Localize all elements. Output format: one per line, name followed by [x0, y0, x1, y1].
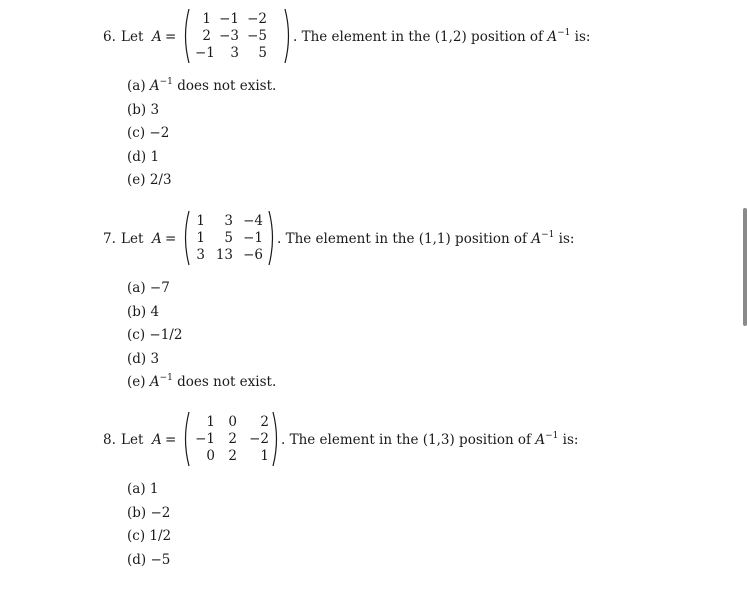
matrix-grid	[189, 11, 267, 62]
matrix-cell: −2	[247, 11, 267, 27]
option-b: (b) −2	[127, 505, 171, 521]
matrix-variable: A	[152, 231, 162, 247]
equals-sign: =	[165, 29, 177, 45]
matrix-cell: 3	[224, 213, 233, 229]
matrix-cell: −1	[195, 45, 215, 61]
equals-sign: =	[165, 432, 177, 448]
matrix-grid	[185, 213, 263, 264]
matrix-cell: −5	[247, 28, 267, 44]
option-d: (d) −5	[127, 552, 171, 568]
right-paren	[267, 210, 277, 266]
question-text: . The element in the (1,2) position of $A^{-1}$ is:	[293, 28, 591, 45]
question-text: . The element in the (1,3) position of $A^{-1}$ is:	[281, 431, 579, 448]
matrix-cell: 2	[260, 414, 269, 430]
option-a: (a) $A^{-1}$ does not exist.	[127, 77, 277, 94]
matrix-cell: 5	[224, 230, 233, 246]
matrix-cell: 2	[202, 28, 211, 44]
question-text: . The element in the (1,1) position of $A^{-1}$ is:	[277, 230, 575, 247]
matrix-cell: 2	[228, 448, 237, 464]
matrix-cell: 0	[206, 448, 215, 464]
scrollbar-thumb[interactable]	[743, 208, 747, 326]
problem-number: 6.	[103, 29, 116, 45]
option-c: (c) 1/2	[127, 528, 172, 544]
option-d: (d) 1	[127, 149, 160, 165]
matrix-cell: 1	[260, 448, 269, 464]
option-b: (b) 4	[127, 304, 160, 320]
option-d: (d) 3	[127, 351, 160, 367]
matrix-cell: 3	[196, 247, 205, 263]
matrix-variable: A	[152, 432, 162, 448]
matrix-cell: 0	[228, 414, 237, 430]
matrix	[181, 8, 293, 64]
matrix-cell: 1	[202, 11, 211, 27]
right-paren	[283, 8, 293, 64]
matrix-cell: 1	[206, 414, 215, 430]
right-paren	[271, 411, 281, 467]
problem-number: 8.	[103, 432, 116, 448]
matrix-cell: 1	[196, 230, 205, 246]
option-a: (a) −7	[127, 280, 170, 296]
option-e: (e) 2/3	[127, 172, 172, 188]
matrix-cell: 1	[196, 213, 205, 229]
matrix-cell: −1	[243, 230, 263, 246]
matrix-cell: −6	[243, 247, 263, 263]
let-word: Let	[121, 432, 144, 448]
matrix	[181, 210, 277, 266]
equals-sign: =	[165, 231, 177, 247]
matrix-cell: −1	[195, 431, 215, 447]
let-word: Let	[121, 231, 144, 247]
matrix-variable: A	[152, 29, 162, 45]
matrix-cell: 13	[215, 247, 233, 263]
option-c: (c) −2	[127, 125, 170, 141]
matrix-cell: 5	[258, 45, 267, 61]
option-b: (b) 3	[127, 102, 160, 118]
option-e: (e) $A^{-1}$ does not exist.	[127, 373, 277, 390]
problem-number: 7.	[103, 231, 116, 247]
problem-statement	[0, 210, 740, 270]
let-word: Let	[121, 29, 144, 45]
matrix-cell: −4	[243, 213, 263, 229]
option-a: (a) 1	[127, 481, 159, 497]
matrix-grid	[185, 414, 269, 465]
matrix	[181, 411, 281, 467]
matrix-cell: 3	[230, 45, 239, 61]
matrix-cell: −2	[249, 431, 269, 447]
option-c: (c) −1/2	[127, 327, 183, 343]
matrix-cell: −3	[219, 28, 239, 44]
matrix-cell: −1	[219, 11, 239, 27]
problem-statement	[0, 411, 740, 471]
problem-statement	[0, 8, 740, 68]
matrix-cell: 2	[228, 431, 237, 447]
